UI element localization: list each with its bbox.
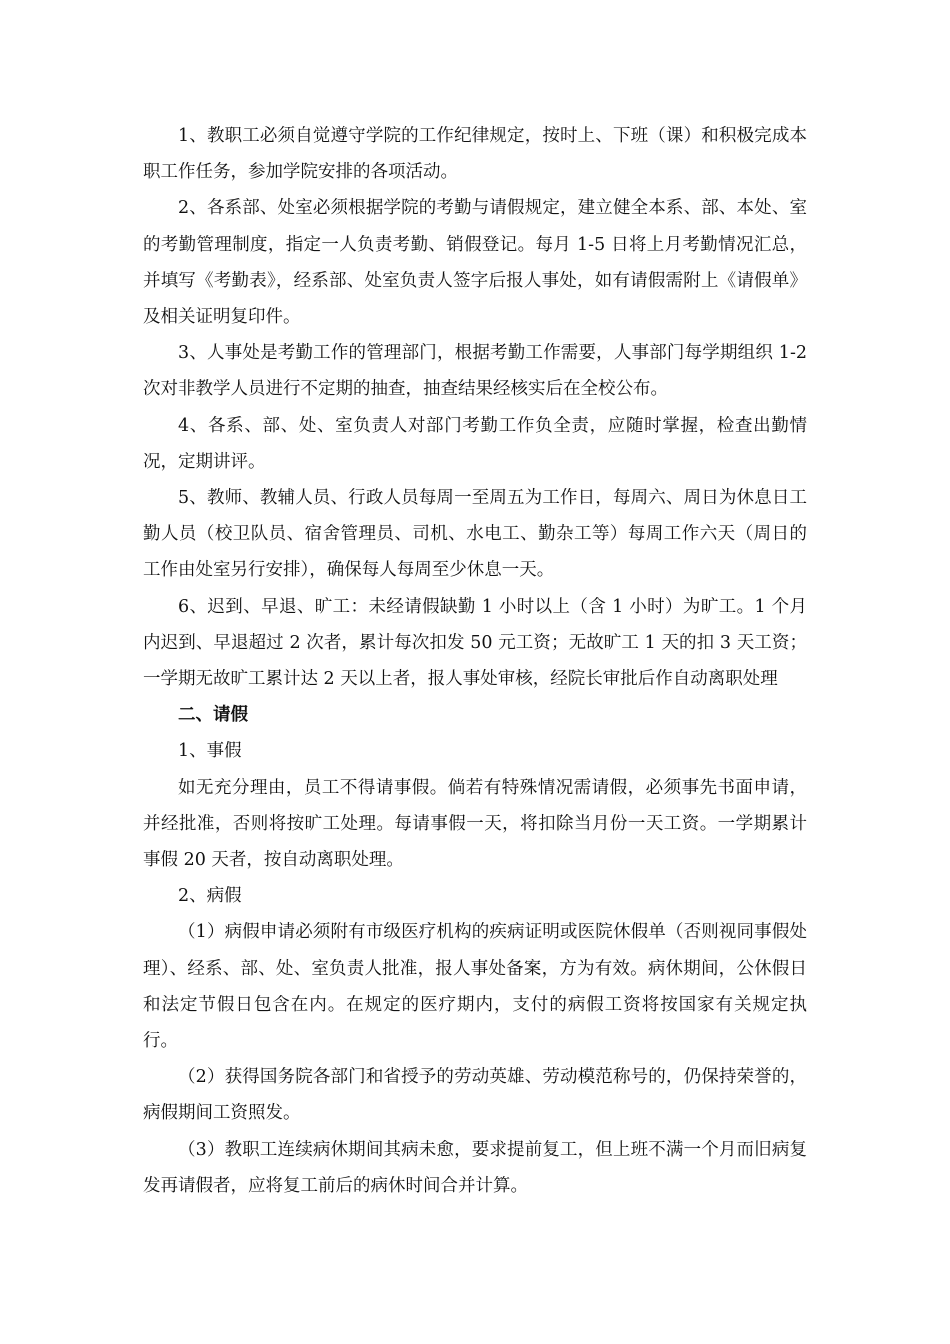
sick-leave-item-3: （3）教职工连续病休期间其病未愈，要求提前复工，但上班不满一个月而旧病复发再请假者，应将复工前后的病休时间合并计算。 [143,1139,807,1196]
subsection-sick-leave-title: 2、病假 [178,886,242,907]
attendance-rule-3: 3、人事处是考勤工作的管理部门，根据考勤工作需要，人事部门每学期组织 1-2 次对非教学人员进行不定期的抽查，抽查结果经核实后在全校公布。 [143,343,807,400]
sick-leave-item-1: （1）病假申请必须附有市级医疗机构的疾病证明或医院休假单（否则视同事假处理）、经系、部、处、室负责人批准，报人事处备案，方为有效。病休期间，公休假日和法定节假日包含在内。在规定的医疗期内，支付的病假工资将按国家有关规定执行。 [143,922,807,1052]
attendance-rule-2: 2、各系部、处室必须根据学院的考勤与请假规定，建立健全本系、部、本处、室的考勤管理制度，指定一人负责考勤、销假登记。每月 1-5 日将上月考勤情况汇总，并填写《考勤表》，经系部、处室负责人签字后报人事处，如有请假需附上《请假单》及相关证明复印件。 [143,198,807,328]
subsection-personal-leave-text: 如无充分理由，员工不得请事假。倘若有特殊情况需请假，必须事先书面申请，并经批准，否则将按旷工处理。每请事假一天，将扣除当月份一天工资。一学期累计事假 20 天者，按自动离职处理。 [143,777,807,871]
attendance-rule-6: 6、迟到、早退、旷工：未经请假缺勤 1 小时以上（含 1 小时）为旷工。1 个月内迟到、早退超过 2 次者，累计每次扣发 50 元工资；无故旷工 1 天的扣 3 天工资；一学期无故旷工累计达 2 天以上者，报人事处审核，经院长审批后作自动离职处理 [143,596,807,690]
document-body [143,118,807,1204]
attendance-rule-4: 4、各系、部、处、室负责人对部门考勤工作负全责，应随时掌握，检查出勤情况，定期讲评。 [143,415,807,472]
subsection-personal-leave-title: 1、事假 [178,741,242,762]
attendance-rule-1: 1、教职工必须自觉遵守学院的工作纪律规定，按时上、下班（课）和积极完成本职工作任务，参加学院安排的各项活动。 [143,126,807,183]
sick-leave-item-2: （2）获得国务院各部门和省授予的劳动英雄、劳动模范称号的，仍保持荣誉的，病假期间工资照发。 [143,1067,807,1124]
attendance-rule-5: 5、教师、教辅人员、行政人员每周一至周五为工作日，每周六、周日为休息日工勤人员（校卫队员、宿舍管理员、司机、水电工、勤杂工等）每周工作六天（周日的工作由处室另行安排），确保每人每周至少休息一天。 [143,488,807,581]
section-heading-leave: 二、请假 [178,705,248,726]
